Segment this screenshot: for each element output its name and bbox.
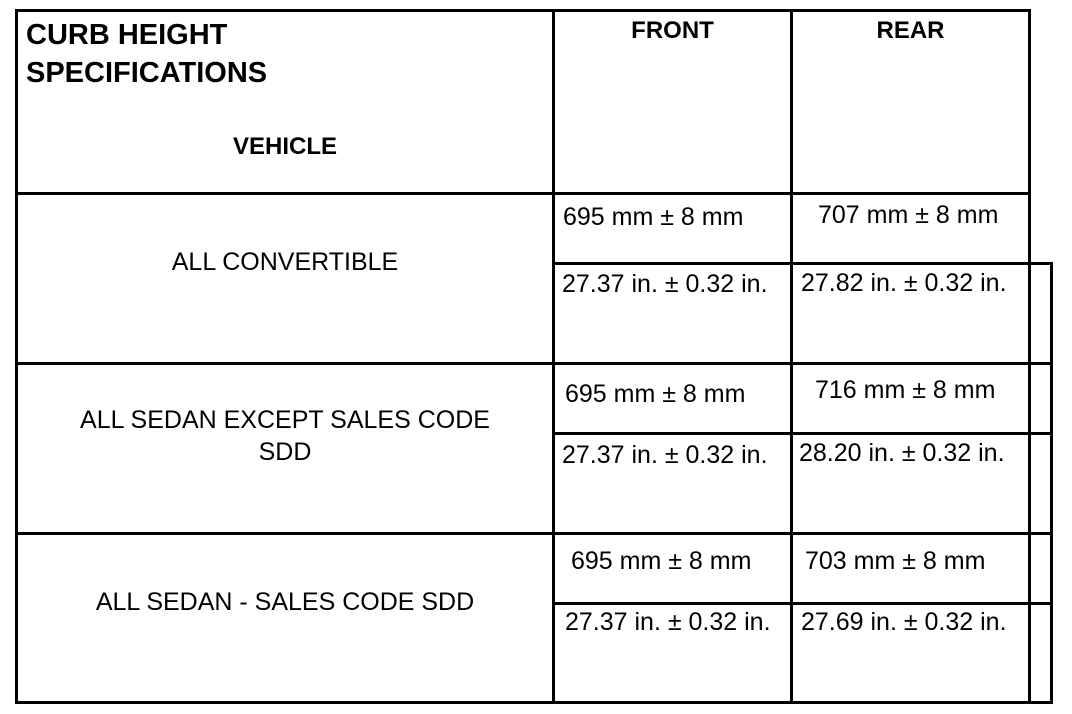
rear-in-value: 27.69 in. ± 0.32 in. — [801, 608, 1007, 636]
vehicle-header: VEHICLE — [232, 133, 337, 160]
table-title — [26, 16, 267, 92]
vehicle-label: ALL SEDAN - SALES CODE SDD — [95, 588, 475, 616]
grid-line — [1050, 263, 1053, 704]
vehicle-cell — [18, 590, 552, 615]
front-mm-value: 695 mm ± 8 mm — [571, 547, 752, 575]
front-in-value: 27.37 in. ± 0.32 in. — [562, 441, 768, 469]
front-in-value: 27.37 in. ± 0.32 in. — [565, 608, 771, 636]
vehicle-cell — [18, 250, 552, 275]
front-mm-value: 695 mm ± 8 mm — [563, 203, 744, 231]
grid-line — [1028, 9, 1031, 704]
grid-line — [552, 602, 1053, 605]
grid-line — [15, 362, 1053, 365]
vehicle-label: ALL SEDAN EXCEPT SALES CODE — [80, 406, 490, 434]
front-mm-value: 695 mm ± 8 mm — [565, 380, 746, 408]
grid-line — [552, 432, 1053, 435]
grid-line — [15, 9, 1031, 12]
table-title-line1: CURB HEIGHT — [26, 19, 228, 51]
front-header: FRONT — [631, 17, 714, 44]
table-title-line2: SPECIFICATIONS — [26, 57, 268, 89]
grid-line — [552, 9, 555, 704]
grid-line — [15, 192, 1031, 195]
rear-in-value: 27.82 in. ± 0.32 in. — [801, 269, 1007, 297]
grid-line — [15, 701, 1053, 704]
vehicle-cell — [18, 404, 552, 468]
rear-mm-value: 707 mm ± 8 mm — [818, 201, 999, 229]
rear-mm-value: 716 mm ± 8 mm — [815, 376, 996, 404]
grid-line — [790, 9, 793, 704]
rear-in-value: 28.20 in. ± 0.32 in. — [799, 439, 1005, 467]
rear-mm-value: 703 mm ± 8 mm — [805, 547, 986, 575]
front-in-value: 27.37 in. ± 0.32 in. — [562, 270, 768, 298]
rear-header: REAR — [876, 17, 945, 44]
vehicle-label-continued: SDD — [258, 438, 312, 466]
vehicle-label: ALL CONVERTIBLE — [171, 248, 399, 276]
grid-line — [552, 262, 1053, 265]
grid-line — [15, 532, 1053, 535]
